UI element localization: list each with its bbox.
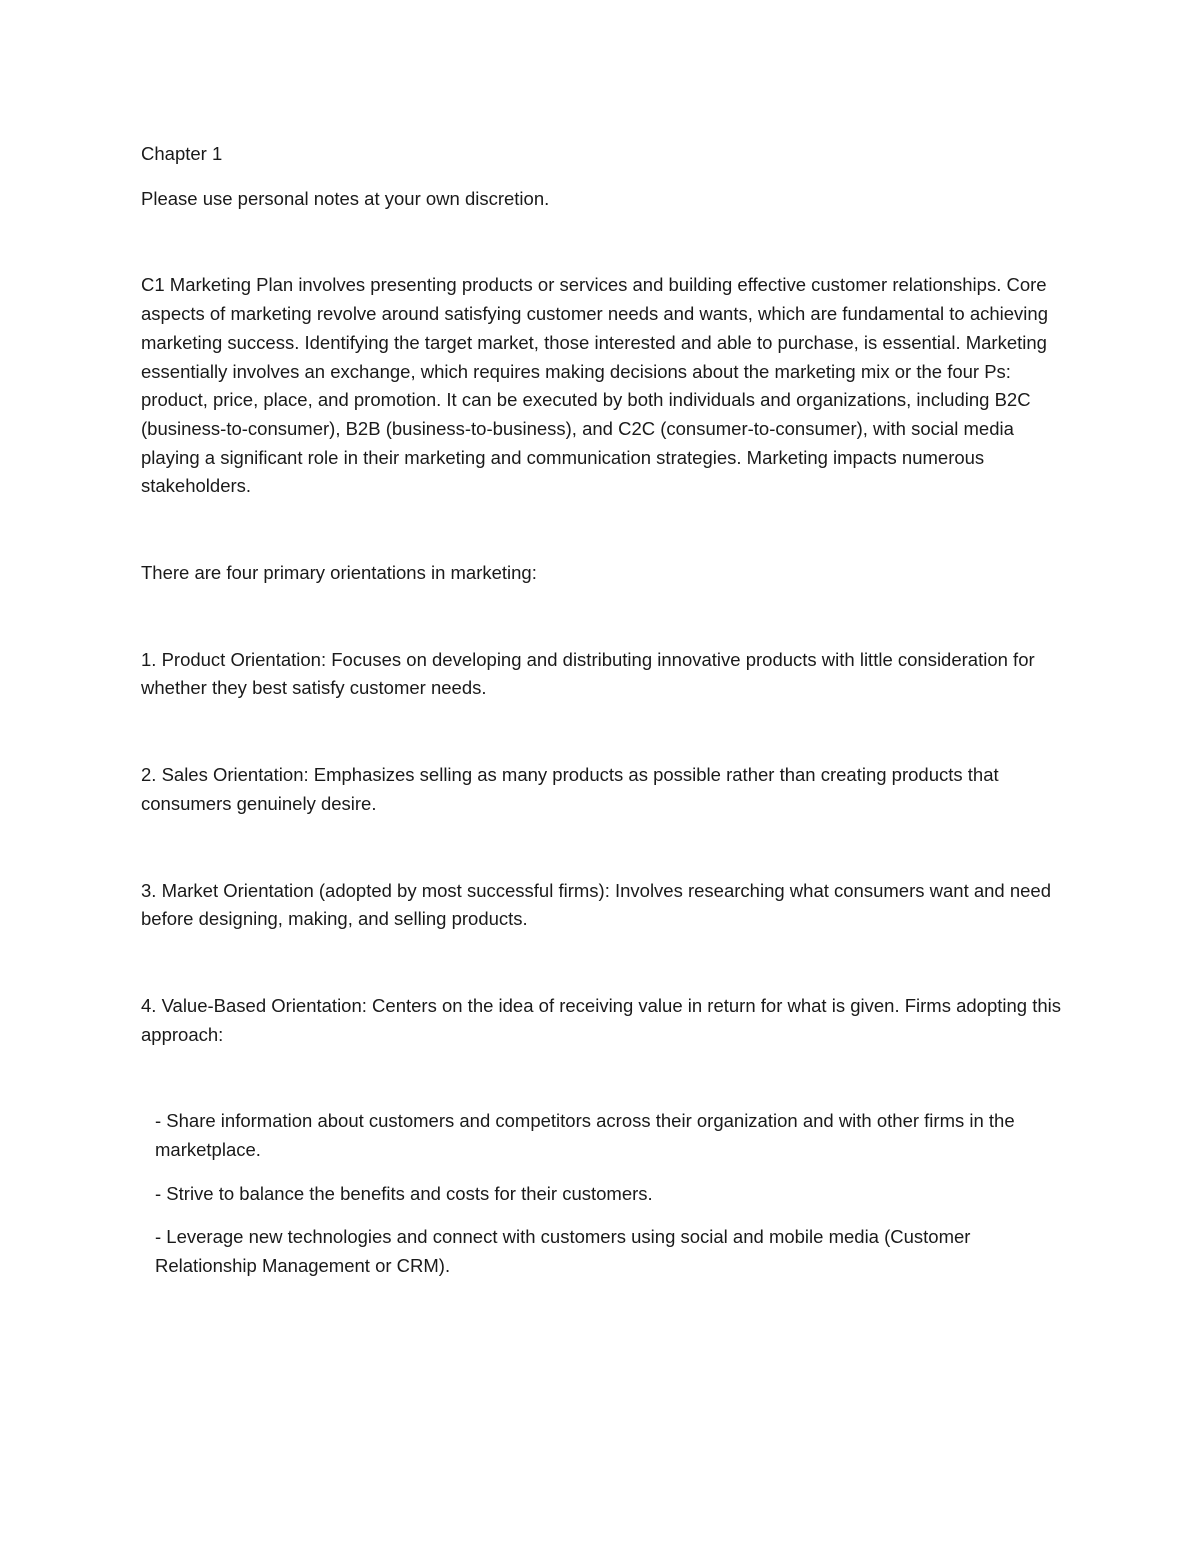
orientation-item-market: 3. Market Orientation (adopted by most successful firms): Involves researching what consumers want and need before designing, making, and selling products. (141, 879, 1052, 930)
orientation-item-product: 1. Product Orientation: Focuses on developing and distributing innovative products with little consideration for whether they best satisfy customer needs. (141, 648, 1035, 699)
bullet-item-balance-benefits: - Strive to balance the benefits and costs for their customers. (155, 1182, 653, 1204)
intro-note: Please use personal notes at your own discretion. (141, 187, 550, 209)
marketing-plan-paragraph: C1 Marketing Plan involves presenting products or services and building effective customer relationships. Core aspects of marketing revolve around satisfying customer needs and wants, which are fundamental to achieving marketing success. Identifying the target market, those interested and able to purchase, is essential. Marketing essentially involves an exchange, which requires making decisions about the marketing mix or the four Ps: product, price, place, and promotion. It can be executed by both individuals and organizations, including B2C (business-to-consumer), B2B (business-to-business), and C2C (consumer-to-consumer), with social media playing a significant role in their marketing and communication strategies. Marketing impacts numerous stakeholders. (141, 274, 1048, 497)
document-body (141, 140, 1066, 1296)
orientations-lead: There are four primary orientations in marketing: (141, 562, 537, 584)
orientation-item-sales: 2. Sales Orientation: Emphasizes selling as many products as possible rather than creating products that consumers genuinely desire. (141, 764, 999, 814)
bullet-item-share-information: - Share information about customers and competitors across their organization and with other firms in the marketplace. (155, 1110, 1015, 1161)
bullet-item-leverage-technologies: - Leverage new technologies and connect with customers using social and mobile media (Customer Relationship Management or CRM). (155, 1226, 971, 1277)
orientation-item-value-based: 4. Value-Based Orientation: Centers on the idea of receiving value in return for what is given. Firms adopting this approach: (141, 994, 1062, 1045)
chapter-title: Chapter 1 (141, 143, 223, 164)
